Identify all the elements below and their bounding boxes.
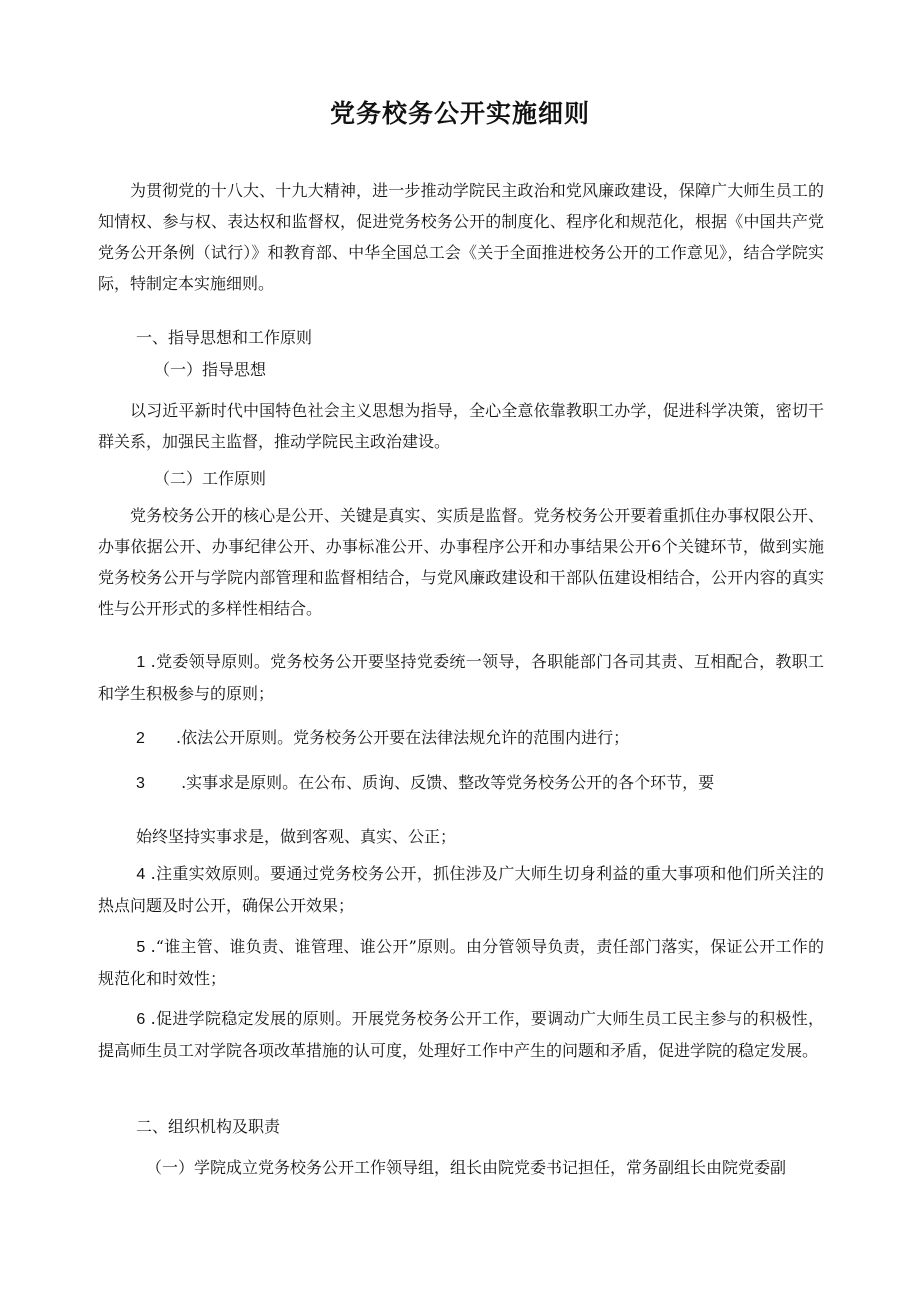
principle-item-3	[136, 767, 714, 799]
section1-sub1-heading: （一）指导思想	[154, 360, 267, 379]
principle-item-1	[98, 646, 824, 709]
intro-paragraph: 为贯彻党的十八大、十九大精神，进一步推动学院民主政治和党风廉政建设，保障广大师生员工的知情权、参与权、表达权和监督权，促进党务校务公开的制度化、程序化和规范化，根据《中国共产党党务公开条例（试行）》和教育部、中华全国总工会《关于全面推进校务公开的工作意见》，结合学院实际，特制定本实施细则。	[98, 181, 824, 293]
item-number: 6	[136, 1011, 146, 1028]
section1-heading: 一、指导思想和工作原则	[136, 328, 313, 347]
principle-item-6	[98, 1003, 824, 1066]
principle-item-2	[136, 722, 629, 754]
item-number: 1	[136, 654, 146, 671]
section1-sub2-text: 党务校务公开的核心是公开、关键是真实、实质是监督。党务校务公开要着重抓住办事权限公开、办事依据公开、办事纪律公开、办事标准公开、办事程序公开和办事结果公开6个关键环节，做到实施党务校务公开与学院内部管理和监督相结合，与党风廉政建设和干部队伍建设相结合，公开内容的真实性与公开形式的多样性相结合。	[98, 506, 824, 618]
item-number: 3	[136, 775, 145, 792]
item-text: .注重实效原则。要通过党务校务公开，抓住涉及广大师生切身利益的重大事项和他们所关注的热点问题及时公开，确保公开效果；	[98, 864, 824, 915]
item-number: 4	[136, 866, 146, 883]
item-number: 5	[136, 939, 146, 956]
principle-item-4	[98, 858, 824, 921]
page-title: 党务校务公开实施细则	[329, 99, 590, 128]
section2-heading: 二、组织机构及职责	[136, 1117, 281, 1136]
section1-sub2-heading: （二）工作原则	[154, 469, 267, 488]
item-number: 2	[136, 730, 145, 747]
section1-sub1-text: 以习近平新时代中国特色社会主义思想为指导，全心全意依靠教职工办学，促进科学决策，密切干群关系，加强民主监督，推动学院民主政治建设。	[98, 401, 824, 451]
item-text: .依法公开原则。党务校务公开要在法律法规允许的范围内进行；	[176, 728, 630, 747]
principle-item-5	[98, 931, 824, 994]
section2-sub1-text: （一）学院成立党务校务公开工作领导组，组长由院党委书记担任，常务副组长由院党委副	[146, 1158, 787, 1177]
principle-item-3-continuation: 始终坚持实事求是，做到客观、真实、公正；	[136, 827, 457, 846]
item-text: .党委领导原则。党务校务公开要坚持党委统一领导，各职能部门各司其责、互相配合，教职工和学生积极参与的原则；	[98, 652, 824, 703]
item-text: .“谁主管、谁负责、谁管理、谁公开”原则。由分管领导负责，责任部门落实，保证公开工作的规范化和时效性；	[98, 937, 824, 988]
item-text: .促进学院稳定发展的原则。开展党务校务公开工作，要调动广大师生员工民主参与的积极性，提高师生员工对学院各项改革措施的认可度，处理好工作中产生的问题和矛盾，促进学院的稳定发展。	[98, 1009, 824, 1060]
item-text: .实事求是原则。在公布、质询、反馈、整改等党务校务公开的各个环节，要	[176, 773, 715, 792]
